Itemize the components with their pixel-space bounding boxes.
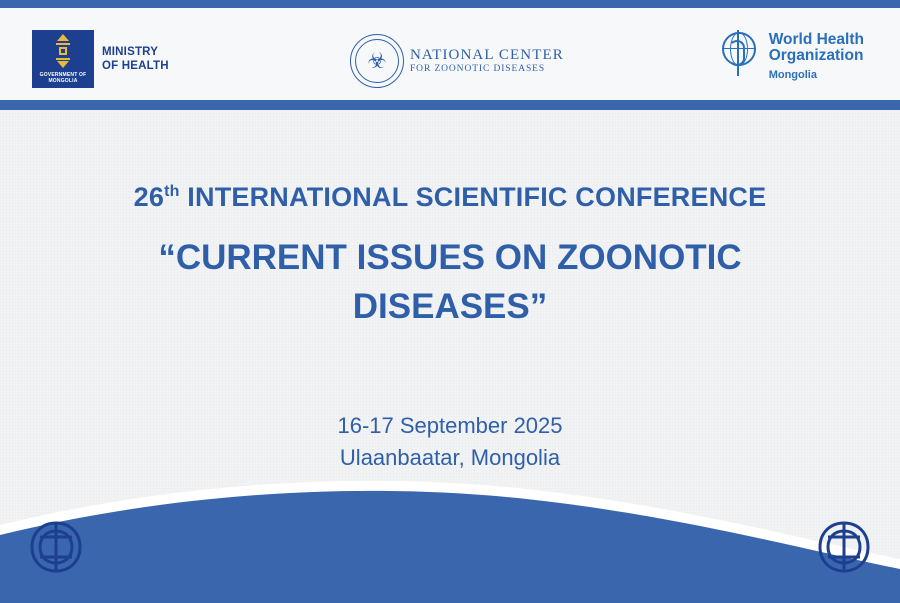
who-country-label: Mongolia bbox=[768, 69, 817, 81]
conference-ordinal-suffix: th bbox=[164, 183, 180, 200]
soyombo-symbol-icon bbox=[54, 34, 72, 68]
conference-title: “CURRENT ISSUES ON ZOONOTIC DISEASES” bbox=[158, 238, 742, 326]
government-of-mongolia-label: GOVERNMENT OF MONGOLIA bbox=[32, 72, 94, 84]
nczd-line-2: FOR ZOONOTIC DISEASES bbox=[410, 64, 546, 75]
ministry-line-2: OF HEALTH bbox=[102, 60, 169, 72]
who-mongolia-logo bbox=[716, 30, 864, 81]
conference-ordinal: 26 bbox=[133, 182, 165, 212]
title-block bbox=[0, 182, 900, 331]
who-globe-rod-of-asclepius-icon bbox=[716, 30, 762, 76]
top-accent-bar bbox=[0, 0, 900, 8]
who-text bbox=[769, 30, 864, 81]
nczd-line-1: NATIONAL CENTER bbox=[410, 46, 564, 63]
who-line-2: Organization bbox=[768, 47, 864, 64]
event-date: 16-17 September 2025 bbox=[337, 413, 563, 438]
ministry-of-health-logo bbox=[32, 30, 169, 88]
mongolia-state-emblem-icon bbox=[32, 30, 94, 88]
event-location: Ulaanbaatar, Mongolia bbox=[339, 445, 561, 470]
slide-body bbox=[0, 110, 900, 603]
nczd-text bbox=[410, 47, 564, 75]
header-divider-bar bbox=[0, 100, 900, 110]
logo-header-band bbox=[0, 8, 900, 100]
ministry-of-health-text bbox=[102, 45, 169, 73]
national-center-zoonotic-diseases-logo bbox=[350, 34, 564, 88]
conference-number-line bbox=[0, 182, 900, 213]
who-line-1: World Health bbox=[768, 31, 864, 48]
bottom-wave-decoration bbox=[0, 463, 900, 603]
ministry-line-1: MINISTRY bbox=[102, 46, 159, 58]
mongolian-knot-ornament-right-icon bbox=[806, 517, 882, 581]
biohazard-icon: ☣ bbox=[367, 48, 387, 73]
mongolian-knot-ornament-left-icon bbox=[18, 517, 94, 581]
conference-line-text: INTERNATIONAL SCIENTIFIC CONFERENCE bbox=[179, 182, 767, 212]
nczd-seal-icon bbox=[350, 34, 404, 88]
